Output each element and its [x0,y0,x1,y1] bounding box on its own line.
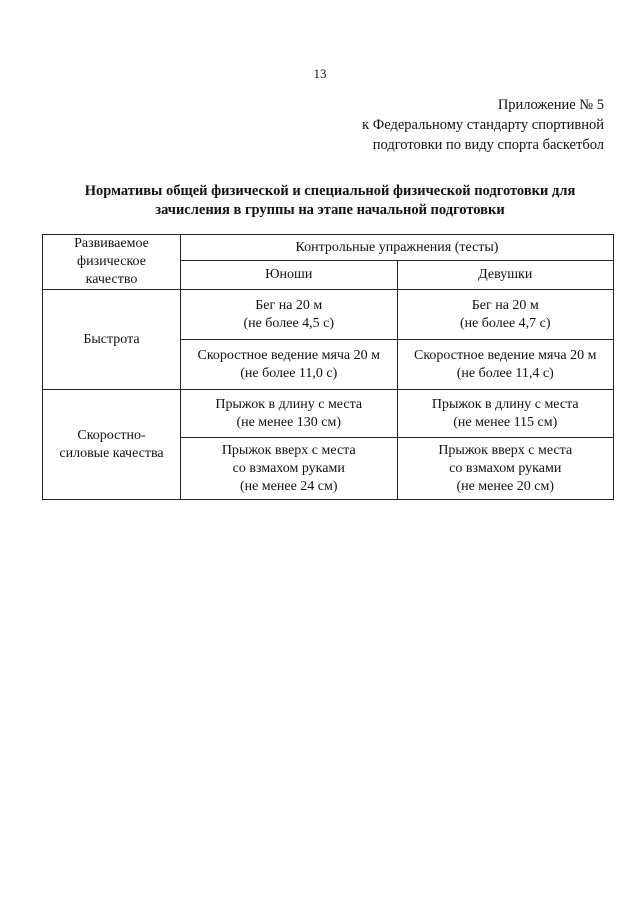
cell-line: (не менее 115 см) [453,414,558,430]
cell-line: Бег на 20 м [255,297,323,313]
cell-line: Прыжок в длину с места [431,396,579,412]
cell-line: (не менее 20 см) [456,478,555,494]
cell-line: со взмахом руками [232,460,345,476]
header-tests-cell: Контрольные упражнения (тесты) [181,235,614,261]
quality-line: Скоростно- [77,427,146,443]
norms-table [42,234,614,500]
appendix-note [362,95,604,155]
boys-cell [181,390,398,438]
title-line: зачисления в группы на этапе начальной подготовки [155,202,505,218]
cell-line: со взмахом руками [449,460,562,476]
header-boys-cell: Юноши [181,261,398,290]
header-quality-cell [43,235,181,290]
quality-line: силовые качества [59,445,164,461]
cell-line: (не более 4,7 с) [459,315,551,331]
boys-cell [181,340,398,390]
girls-cell [397,340,614,390]
page-number: 13 [313,66,327,81]
header-quality-line: Развиваемое [74,236,149,251]
header-quality-line: физическое [77,254,146,269]
quality-cell [43,390,181,500]
table-row [43,390,614,438]
quality-line: Быстрота [83,331,140,347]
boys-cell [181,438,398,500]
appendix-line: Приложение № 5 [497,97,604,113]
quality-cell [43,290,181,390]
girls-cell [397,438,614,500]
girls-cell [397,390,614,438]
header-quality-line: качество [85,272,138,287]
title-line: Нормативы общей физической и специальной физической подготовки для [84,183,576,199]
appendix-line: к Федеральному стандарту спортивной [362,117,604,133]
girls-cell [397,290,614,340]
cell-line: (не более 4,5 с) [243,315,335,331]
cell-line: Скоростное ведение мяча 20 м [197,347,380,363]
cell-line: Прыжок вверх с места [438,442,573,458]
cell-line: (не менее 130 см) [236,414,342,430]
cell-line: (не более 11,0 с) [240,365,338,381]
cell-line: Скоростное ведение мяча 20 м [414,347,597,363]
table-header-row [43,235,614,261]
cell-line: Прыжок в длину с места [215,396,363,412]
boys-cell [181,290,398,340]
cell-line: (не более 11,4 с) [456,365,554,381]
cell-line: Бег на 20 м [471,297,539,313]
appendix-line: подготовки по виду спорта баскетбол [372,137,604,153]
cell-line: (не менее 24 см) [239,478,338,494]
cell-line: Прыжок вверх с места [221,442,356,458]
header-girls-cell: Девушки [397,261,614,290]
table-row [43,290,614,340]
document-title [40,182,620,220]
